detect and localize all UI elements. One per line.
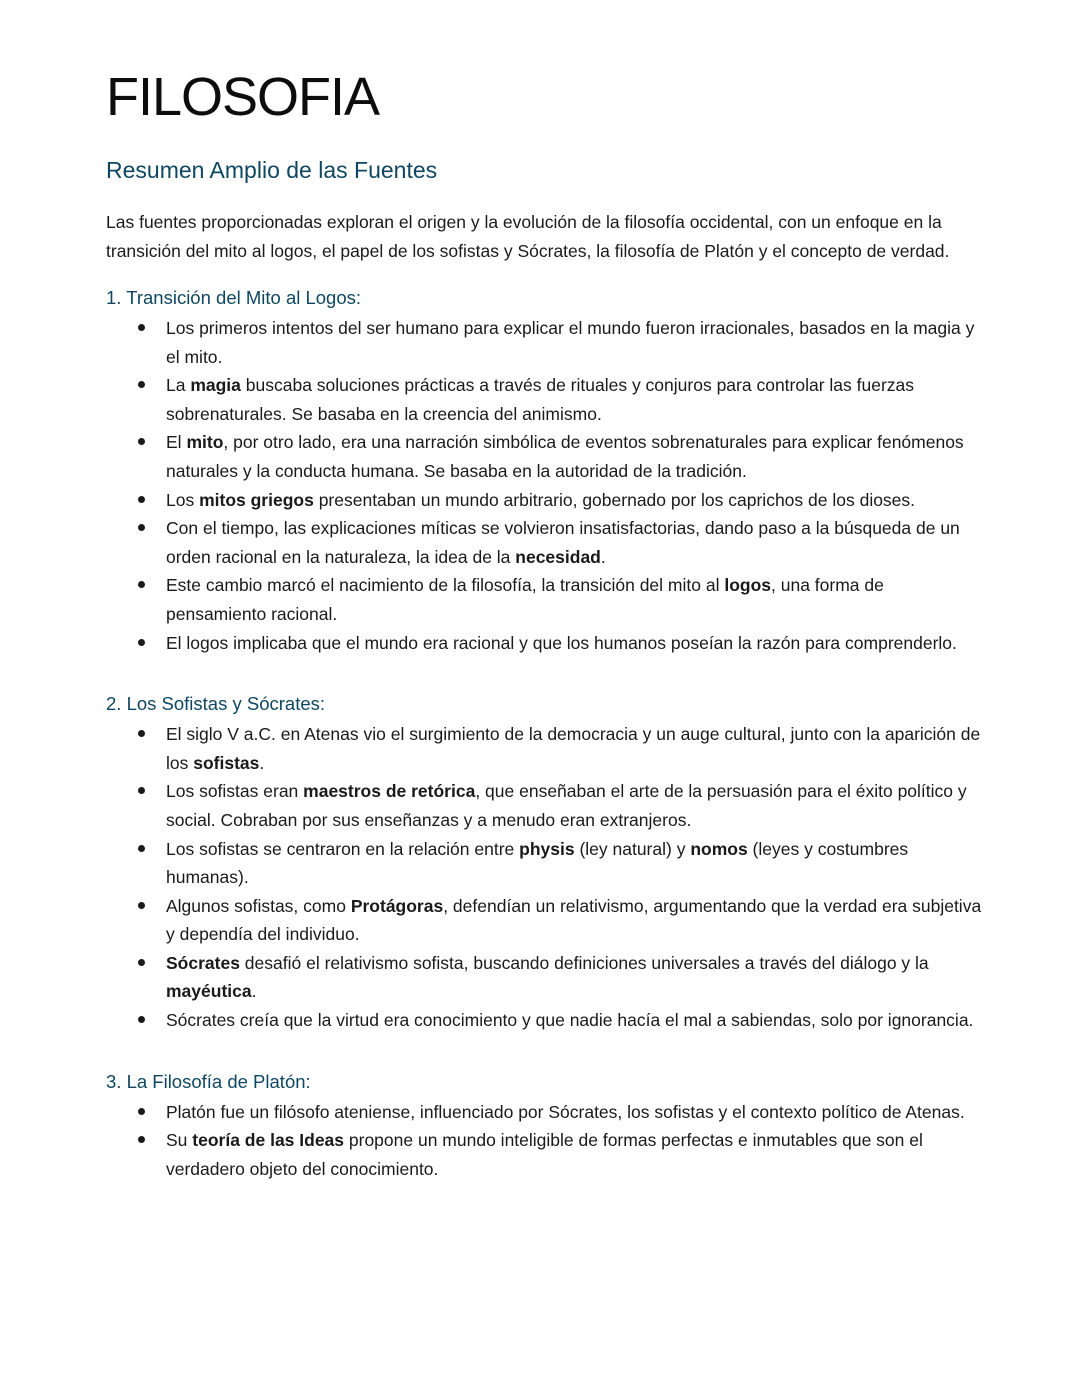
bullet-icon (138, 845, 145, 852)
list-item (106, 571, 986, 628)
bullet-icon (138, 1136, 145, 1143)
bold-term: necesidad (515, 546, 601, 567)
bold-term: sofistas (193, 752, 260, 773)
text-run: Platón fue un filósofo ateniense, influenciado por Sócrates, los sofistas y el contexto político de Atenas. (166, 1101, 965, 1122)
section-heading: 1. Transición del Mito al Logos: (106, 287, 362, 308)
bold-term: Protágoras (350, 895, 444, 916)
bullet-icon (138, 381, 145, 388)
bullet-icon (138, 581, 145, 588)
list-item (106, 1126, 986, 1183)
text-run: (leyes y costumbres humanas). (166, 838, 909, 888)
text-run: . (251, 981, 257, 1002)
text-run: presentaban un mundo arbitrario, gobernado por los caprichos de los dioses. (313, 489, 916, 510)
text-run: La (166, 375, 191, 396)
bullet-icon (138, 1016, 145, 1023)
document-page (106, 60, 986, 1183)
document-title: FILOSOFIA (106, 67, 380, 127)
bullet-list (106, 314, 986, 657)
text-run: buscaba soluciones prácticas a través de rituales y conjuros para controlar las fuerzas sobrenaturales. Se basaba en la creencia del animismo. (166, 375, 915, 424)
bullet-icon (138, 639, 145, 646)
bold-term: mayéutica (166, 981, 252, 1002)
text-run: propone un mundo inteligible de formas perfectas e inmutables que son el verdadero objeto del conocimiento. (166, 1130, 923, 1179)
list-item (106, 1006, 986, 1035)
text-run: Sócrates creía que la virtud era conocimiento y que nadie hacía el mal a sabiendas, solo por ignorancia. (166, 1010, 974, 1031)
section-mito-logos (106, 284, 986, 657)
text-run: . (259, 752, 265, 773)
intro-paragraph: Las fuentes proporcionadas exploran el origen y la evolución de la filosofía occidental, con un enfoque en la transición del mito al logos, el papel de los sofistas y Sócrates, la filosofía de Platón y el concepto de verdad. (106, 212, 950, 261)
text-run: Los sofistas eran (166, 781, 304, 802)
list-item (106, 835, 986, 892)
text-run: desafió el relativismo sofista, buscando definiciones universales a través del diálogo y la (239, 952, 929, 973)
bullet-icon (138, 902, 145, 909)
text-run: , una forma de pensamiento racional. (166, 575, 884, 624)
list-item (106, 1098, 986, 1127)
text-run: , que enseñaban el arte de la persuasión para el éxito político y social. Cobraban por sus enseñanzas y a menudo eran extranjeros. (166, 781, 967, 830)
text-run: (ley natural) y (574, 838, 691, 859)
section-sofistas-socrates (106, 690, 986, 1035)
list-item (106, 371, 986, 428)
bullet-list (106, 720, 986, 1035)
section-heading: 3. La Filosofía de Platón: (106, 1070, 311, 1092)
list-item (106, 514, 986, 571)
text-run: , por otro lado, era una narración simbólica de eventos sobrenaturales para explicar fenómenos naturales y la conducta humana. Se basaba en la autoridad de la tradición. (166, 432, 964, 481)
text-run: Este cambio marcó el nacimiento de la filosofía, la transición del mito al (166, 575, 725, 596)
list-item (106, 777, 986, 834)
bold-term: mito (186, 432, 224, 453)
section-platon (106, 1068, 986, 1184)
bullet-icon (138, 496, 145, 503)
document-subtitle: Resumen Amplio de las Fuentes (106, 157, 438, 183)
list-item (106, 486, 986, 515)
bullet-icon (138, 438, 145, 445)
text-run: Los primeros intentos del ser humano para explicar el mundo fueron irracionales, basados en la magia y el mito. (166, 318, 975, 367)
bold-term: logos (724, 575, 771, 596)
bold-term: physis (519, 838, 575, 859)
bullet-icon (138, 324, 145, 331)
list-item (106, 949, 986, 1006)
section-heading: 2. Los Sofistas y Sócrates: (106, 693, 326, 715)
text-run: El siglo V a.C. en Atenas vio el surgimiento de la democracia y un auge cultural, junto con la aparición de los (166, 724, 981, 773)
bullet-icon (138, 730, 145, 737)
text-run: Con el tiempo, las explicaciones míticas se volvieron insatisfactorias, dando paso a la búsqueda de un orden racional en la naturaleza, la idea de la (166, 518, 960, 567)
text-run: Algunos sofistas, como (166, 895, 351, 916)
bullet-icon (138, 1108, 145, 1115)
list-item (106, 892, 986, 949)
text-run: . (600, 546, 606, 567)
bullet-icon (138, 787, 145, 794)
bullet-icon (138, 524, 145, 531)
text-run: Su (166, 1130, 193, 1151)
text-run: , defendían un relativismo, argumentando que la verdad era subjetiva y dependía del individuo. (166, 895, 982, 945)
text-run: El logos implicaba que el mundo era racional y que los humanos poseían la razón para comprenderlo. (166, 632, 957, 653)
bold-term: mitos griegos (199, 489, 314, 510)
text-run: Los (166, 489, 200, 510)
list-item (106, 720, 986, 777)
bold-term: nomos (690, 838, 748, 859)
text-run: Los sofistas se centraron en la relación entre (166, 838, 520, 859)
list-item (106, 428, 986, 485)
bullet-icon (138, 959, 145, 966)
bold-term: Sócrates (166, 952, 240, 973)
bold-term: teoría de las Ideas (192, 1130, 345, 1151)
list-item (106, 314, 986, 371)
bold-term: maestros de retórica (303, 781, 476, 802)
text-run: El (166, 432, 187, 453)
bold-term: magia (190, 375, 241, 396)
bullet-list (106, 1098, 986, 1184)
list-item (106, 629, 986, 658)
